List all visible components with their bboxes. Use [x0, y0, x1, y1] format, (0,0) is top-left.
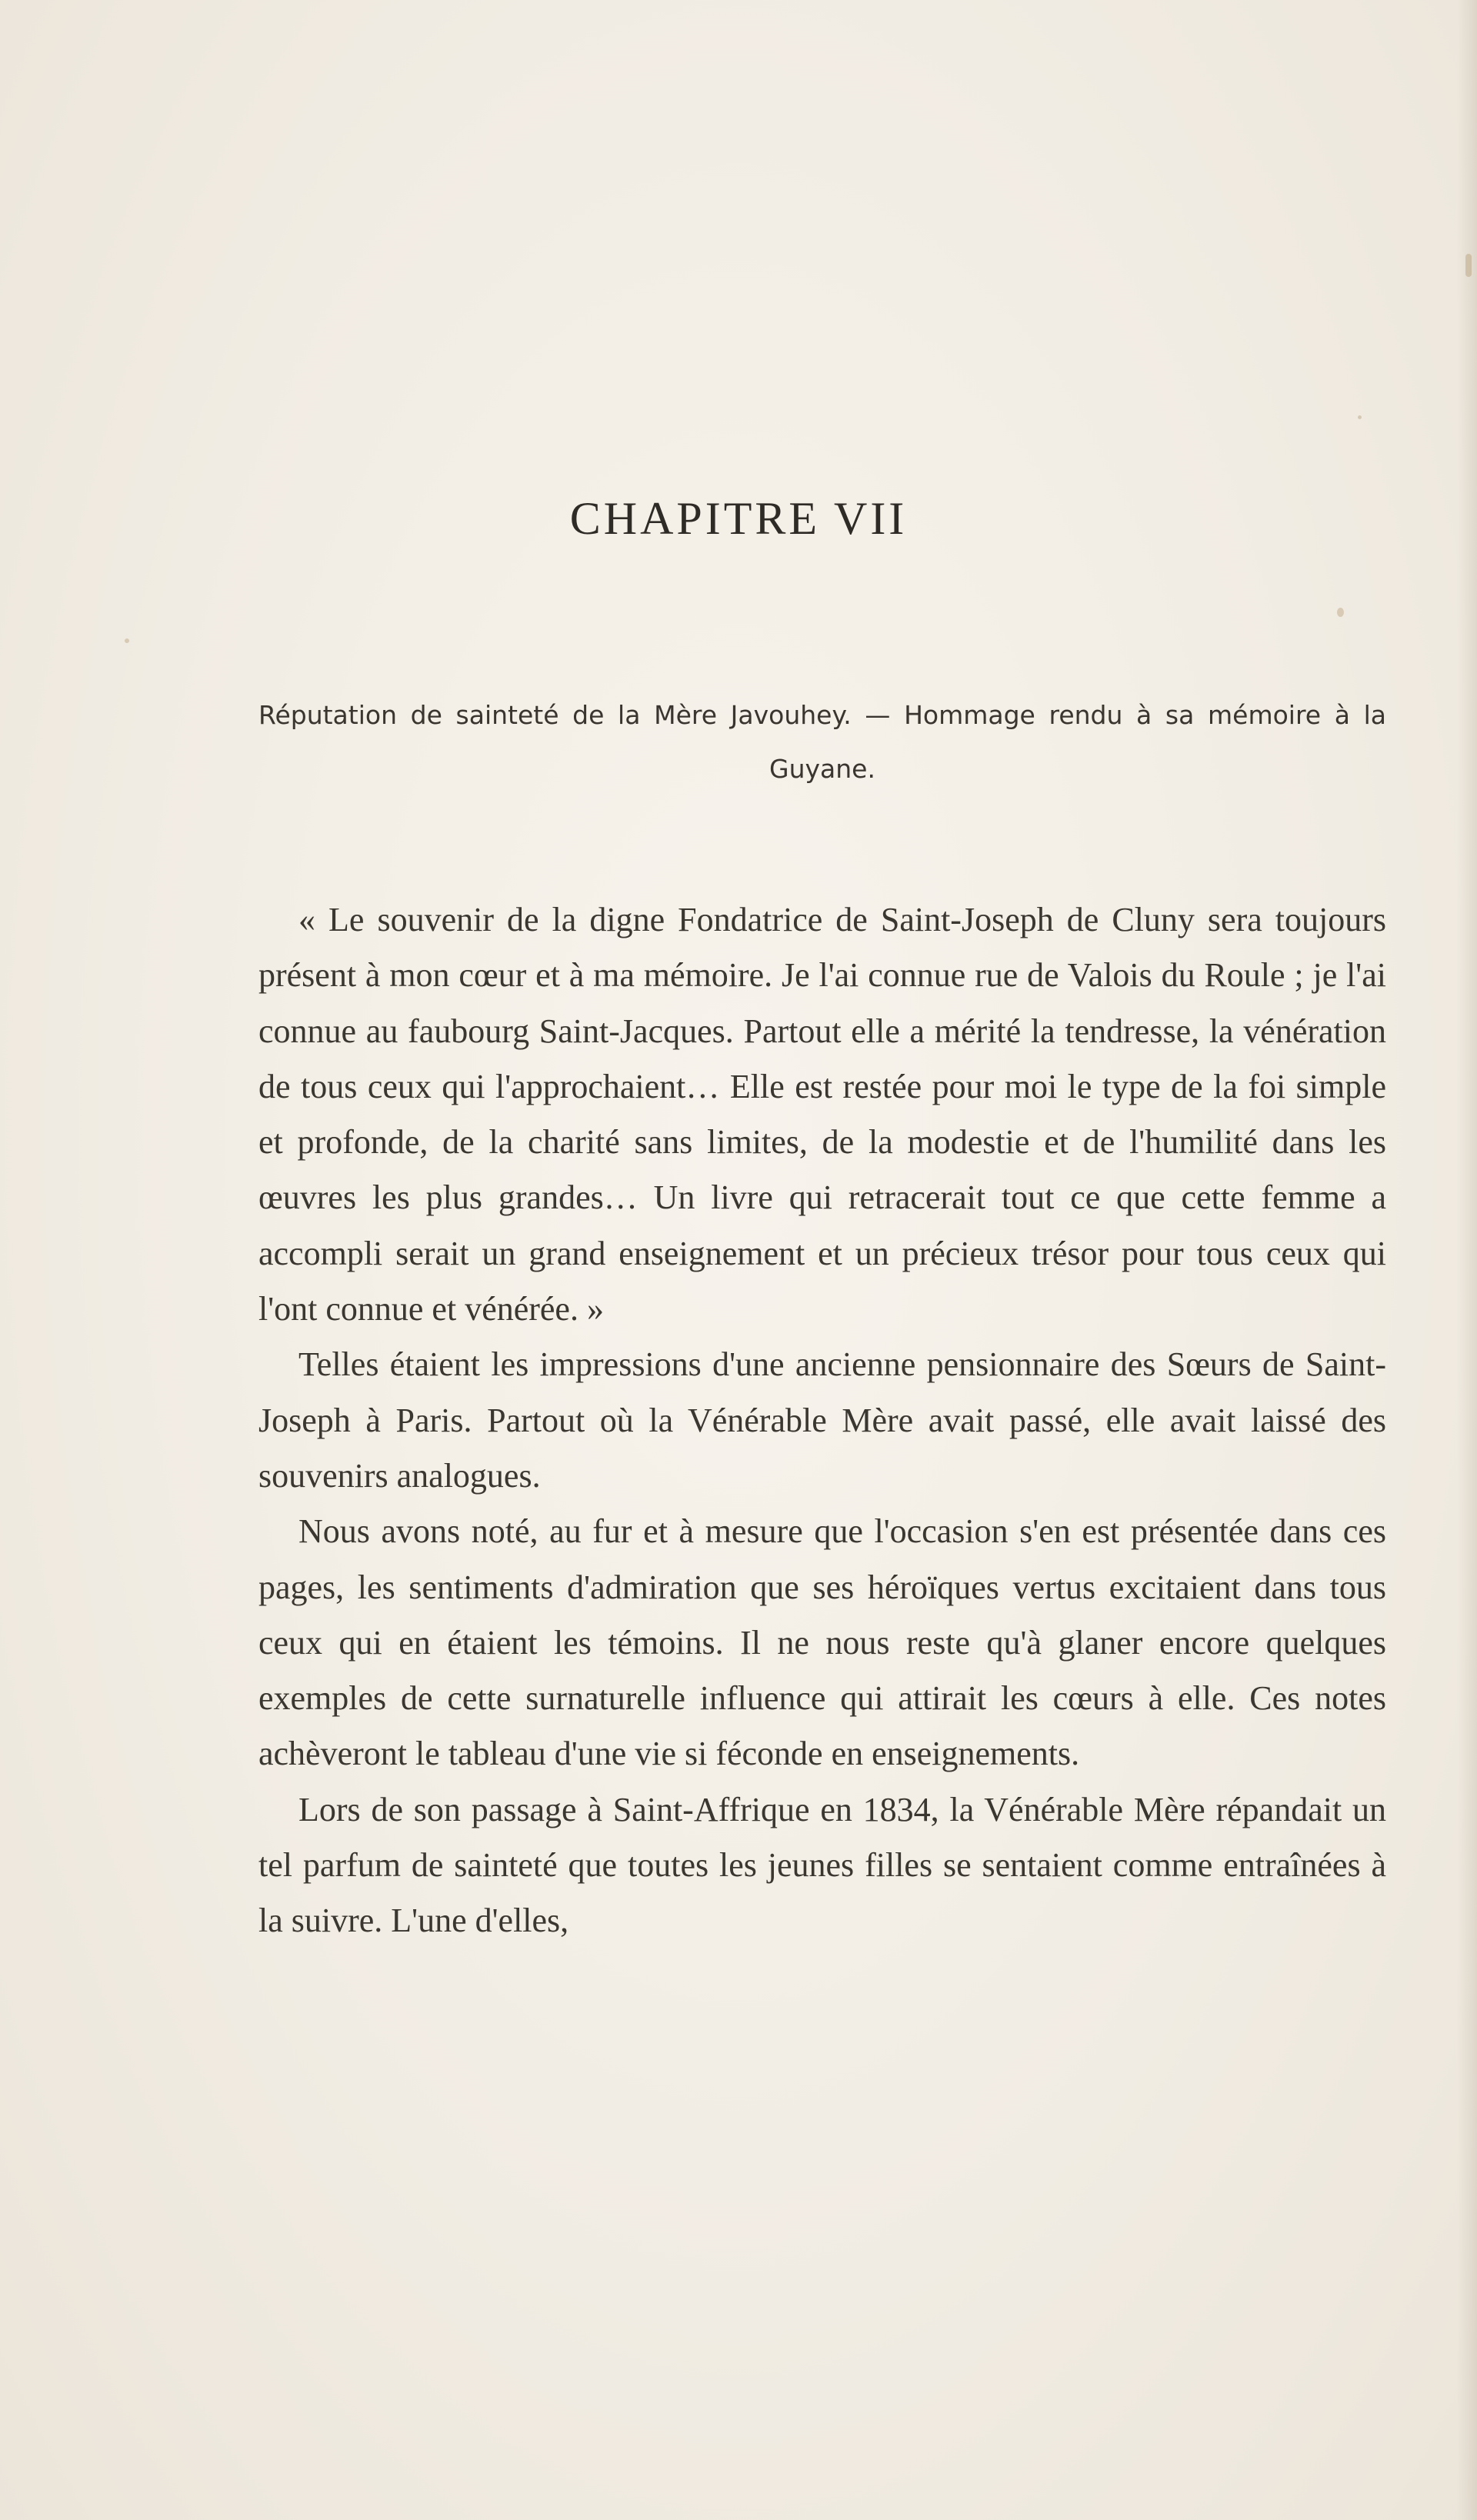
paper-speck	[1465, 254, 1472, 277]
chapter-summary: Réputation de sainteté de la Mère Javouhey. — Hommage rendu à sa mémoire à la Guyane.	[258, 700, 1386, 784]
paragraph-quote: « Le souvenir de la digne Fondatrice de Saint-Joseph de Cluny sera toujours présent à mon cœur et à ma mémoire. Je l'ai connue rue de Valois du Roule ; je l'ai connue au faubourg Saint-Jacques. Partout elle a mérité la tendresse, la vénération de tous ceux qui l'approchaient… Elle est restée pour moi le type de la foi simple et profonde, de la charité sans limites, de la modestie et de l'humilité dans les œuvres les plus grandes… Un livre qui retracerait tout ce que cette femme a accompli serait un grand enseignement et un précieux trésor pour tous ceux qui l'ont connue et vénérée. »	[258, 901, 1386, 1328]
paragraph: Nous avons noté, au fur et à mesure que l'occasion s'en est présentée dans ces pages, les sentiments d'admiration que ses héroïques vertus excitaient dans tous ceux qui en étaient les témoins. Il ne nous reste qu'à glaner encore quelques exemples de cette surnaturelle influence qui attirait les cœurs à elle. Ces notes achèveront le tableau d'une vie si féconde en enseignements.	[258, 1512, 1386, 1773]
chapter-title: CHAPITRE VII	[569, 493, 908, 544]
paper-speck	[125, 638, 129, 643]
paper-speck	[1337, 608, 1344, 617]
page-edge-shadow	[1457, 0, 1477, 2520]
paragraph: Telles étaient les impressions d'une ancienne pensionnaire des Sœurs de Saint-Joseph à Paris. Partout où la Vénérable Mère avait passé, elle avait laissé des souvenirs analogues.	[258, 1345, 1386, 1495]
chapter-body	[258, 892, 1386, 1949]
paper-speck	[1358, 415, 1362, 419]
paragraph: Lors de son passage à Saint-Affrique en 1834, la Vénérable Mère répandait un tel parfum de sainteté que toutes les jeunes filles se sentaient comme entraînées à la suivre. L'une d'elles,	[258, 1790, 1386, 1940]
